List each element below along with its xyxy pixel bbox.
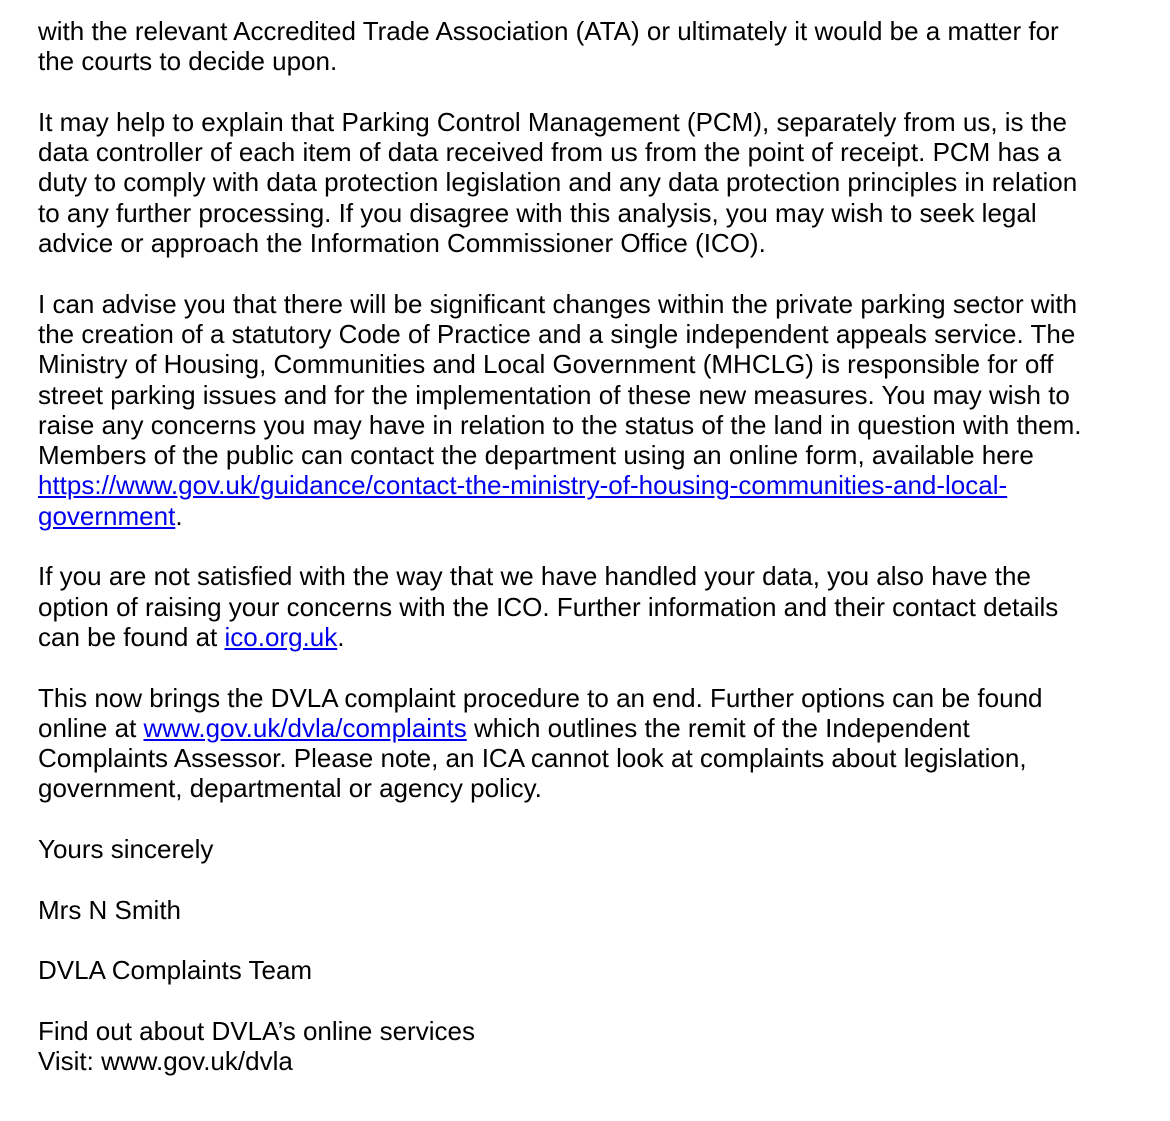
dvla-complaints-link[interactable]: www.gov.uk/dvla/complaints bbox=[143, 712, 467, 743]
signature-team: DVLA Complaints Team bbox=[38, 955, 313, 986]
valediction: Yours sincerely bbox=[38, 834, 214, 865]
mhclg-contact-link[interactable]: https://www.gov.uk/guidance/contact-the-ministry-of-housing-communities-and-local-government bbox=[38, 470, 1008, 531]
letter-body bbox=[38, 16, 1100, 1076]
footer-online-services: Find out about DVLA’s online services Visit: www.gov.uk/dvla bbox=[38, 1015, 475, 1077]
paragraph-pcm-data-controller: It may help to explain that Parking Control Management (PCM), separately from us, is the data controller of each item of data received from us from the point of receipt. PCM has a duty to comply with data protection legislation and any data protection principles in relation to any further processing. If you disagree with this analysis, you may wish to seek legal advice or approach the Information Commissioner Office (ICO). bbox=[38, 106, 1078, 259]
signature-name: Mrs N Smith bbox=[38, 894, 181, 925]
paragraph-complaint-procedure-end: This now brings the DVLA complaint procedure to an end. Further options can be found online at www.gov.uk/dvla/complaints which outlines the remit of the Independent Complaints Assessor. Please note, an ICA cannot look at complaints about legislation, government, departmental or agency policy. bbox=[38, 682, 1043, 804]
paragraph-parking-sector-changes: I can advise you that there will be significant changes within the private parking sector with the creation of a statutory Code of Practice and a single independent appeals service. The Ministry of Housing, Communities and Local Government (MHCLG) is responsible for off street parking issues and for the implementation of these new measures. You may wish to raise any concerns you may have in relation to the status of the land in question with them. Members of the public can contact the department using an online form, available here https://www.gov.uk/guidance/contact-the-ministry-of-housing-communities-and-local-government. bbox=[38, 288, 1082, 531]
ico-link[interactable]: ico.org.uk bbox=[224, 621, 338, 652]
paragraph-ata-courts: with the relevant Accredited Trade Association (ATA) or ultimately it would be a matter for the courts to decide upon. bbox=[38, 16, 1059, 77]
paragraph-ico-escalation: If you are not satisfied with the way that we have handled your data, you also have the option of raising your concerns with the ICO. Further information and their contact details can be found at ico.org.uk. bbox=[38, 561, 1059, 652]
